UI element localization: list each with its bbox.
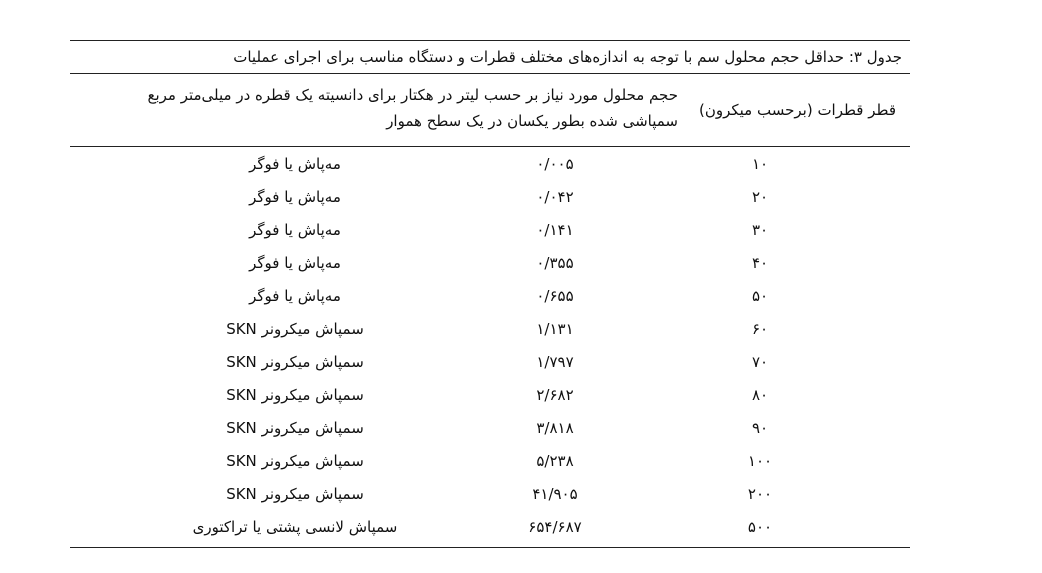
cell-volume: ۰/۳۵۵: [536, 253, 574, 272]
cell-device: سمپاش میکرونر SKN: [226, 352, 364, 371]
cell-volume: ۳/۸۱۸: [536, 418, 574, 437]
cell-diameter: ۸۰: [751, 385, 769, 404]
table-row: [70, 411, 910, 444]
cell-volume: ۰/۰۰۵: [536, 154, 574, 173]
header-diameter: قطر قطرات (برحسب میکرون): [698, 101, 896, 119]
cell-volume: ۵/۲۳۸: [536, 451, 574, 470]
table-body: [70, 147, 910, 548]
cell-device: سمپاش میکرونر SKN: [226, 418, 364, 437]
table-row: [70, 510, 910, 543]
cell-volume: ۴۱/۹۰۵: [532, 484, 578, 503]
table-row: [70, 345, 910, 378]
cell-device: مه‌پاش یا فوگر: [249, 253, 341, 272]
cell-diameter: ۵۰: [751, 286, 769, 305]
table-header-row: [70, 74, 910, 147]
table-row: [70, 246, 910, 279]
cell-volume: ۱/۱۳۱: [536, 319, 574, 338]
cell-device: سمپاش میکرونر SKN: [226, 484, 364, 503]
table-row: [70, 213, 910, 246]
cell-diameter: ۲۰: [751, 187, 769, 206]
cell-diameter: ۷۰: [751, 352, 769, 371]
cell-device: مه‌پاش یا فوگر: [249, 220, 341, 239]
cell-diameter: ۲۰۰: [747, 484, 773, 503]
data-table: [70, 40, 910, 548]
header-volume-line2: سمپاشی شده بطور یکسان در یک سطح هموار: [386, 112, 678, 130]
cell-device: مه‌پاش یا فوگر: [249, 187, 341, 206]
cell-device: سمپاش میکرونر SKN: [226, 319, 364, 338]
cell-diameter: ۴۰: [751, 253, 769, 272]
cell-diameter: ۹۰: [751, 418, 769, 437]
header-volume-line1: حجم محلول مورد نیاز بر حسب لیتر در هکتار برای دانسیته یک قطره در میلی‌متر مربع: [147, 86, 678, 104]
cell-diameter: ۳۰: [751, 220, 769, 239]
cell-volume: ۲/۶۸۲: [536, 385, 574, 404]
cell-diameter: ۱۰۰: [747, 451, 773, 470]
cell-volume: ۰/۰۴۲: [536, 187, 574, 206]
cell-diameter: ۵۰۰: [747, 517, 773, 536]
cell-volume: ۱/۷۹۷: [536, 352, 574, 371]
cell-device: سمپاش میکرونر SKN: [226, 385, 364, 404]
table-row: [70, 477, 910, 510]
header-volume: [70, 74, 678, 146]
table-row: [70, 444, 910, 477]
cell-diameter: ۱۰: [751, 154, 769, 173]
cell-volume: ۶۵۴/۶۸۷: [528, 517, 582, 536]
cell-device: مه‌پاش یا فوگر: [249, 286, 341, 305]
table-row: [70, 378, 910, 411]
table-row: [70, 279, 910, 312]
cell-device: مه‌پاش یا فوگر: [249, 154, 341, 173]
cell-device: سمپاش لانسی پشتی یا تراکتوری: [192, 517, 398, 536]
cell-diameter: ۶۰: [751, 319, 769, 338]
cell-device: سمپاش میکرونر SKN: [226, 451, 364, 470]
table-row: [70, 147, 910, 180]
cell-volume: ۰/۱۴۱: [536, 220, 574, 239]
cell-volume: ۰/۶۵۵: [536, 286, 574, 305]
table-row: [70, 312, 910, 345]
table-caption: جدول ۳: حداقل حجم محلول سم با توجه به اندازه‌های مختلف قطرات و دستگاه مناسب برای اجرای عملیات: [70, 41, 910, 74]
table-row: [70, 180, 910, 213]
